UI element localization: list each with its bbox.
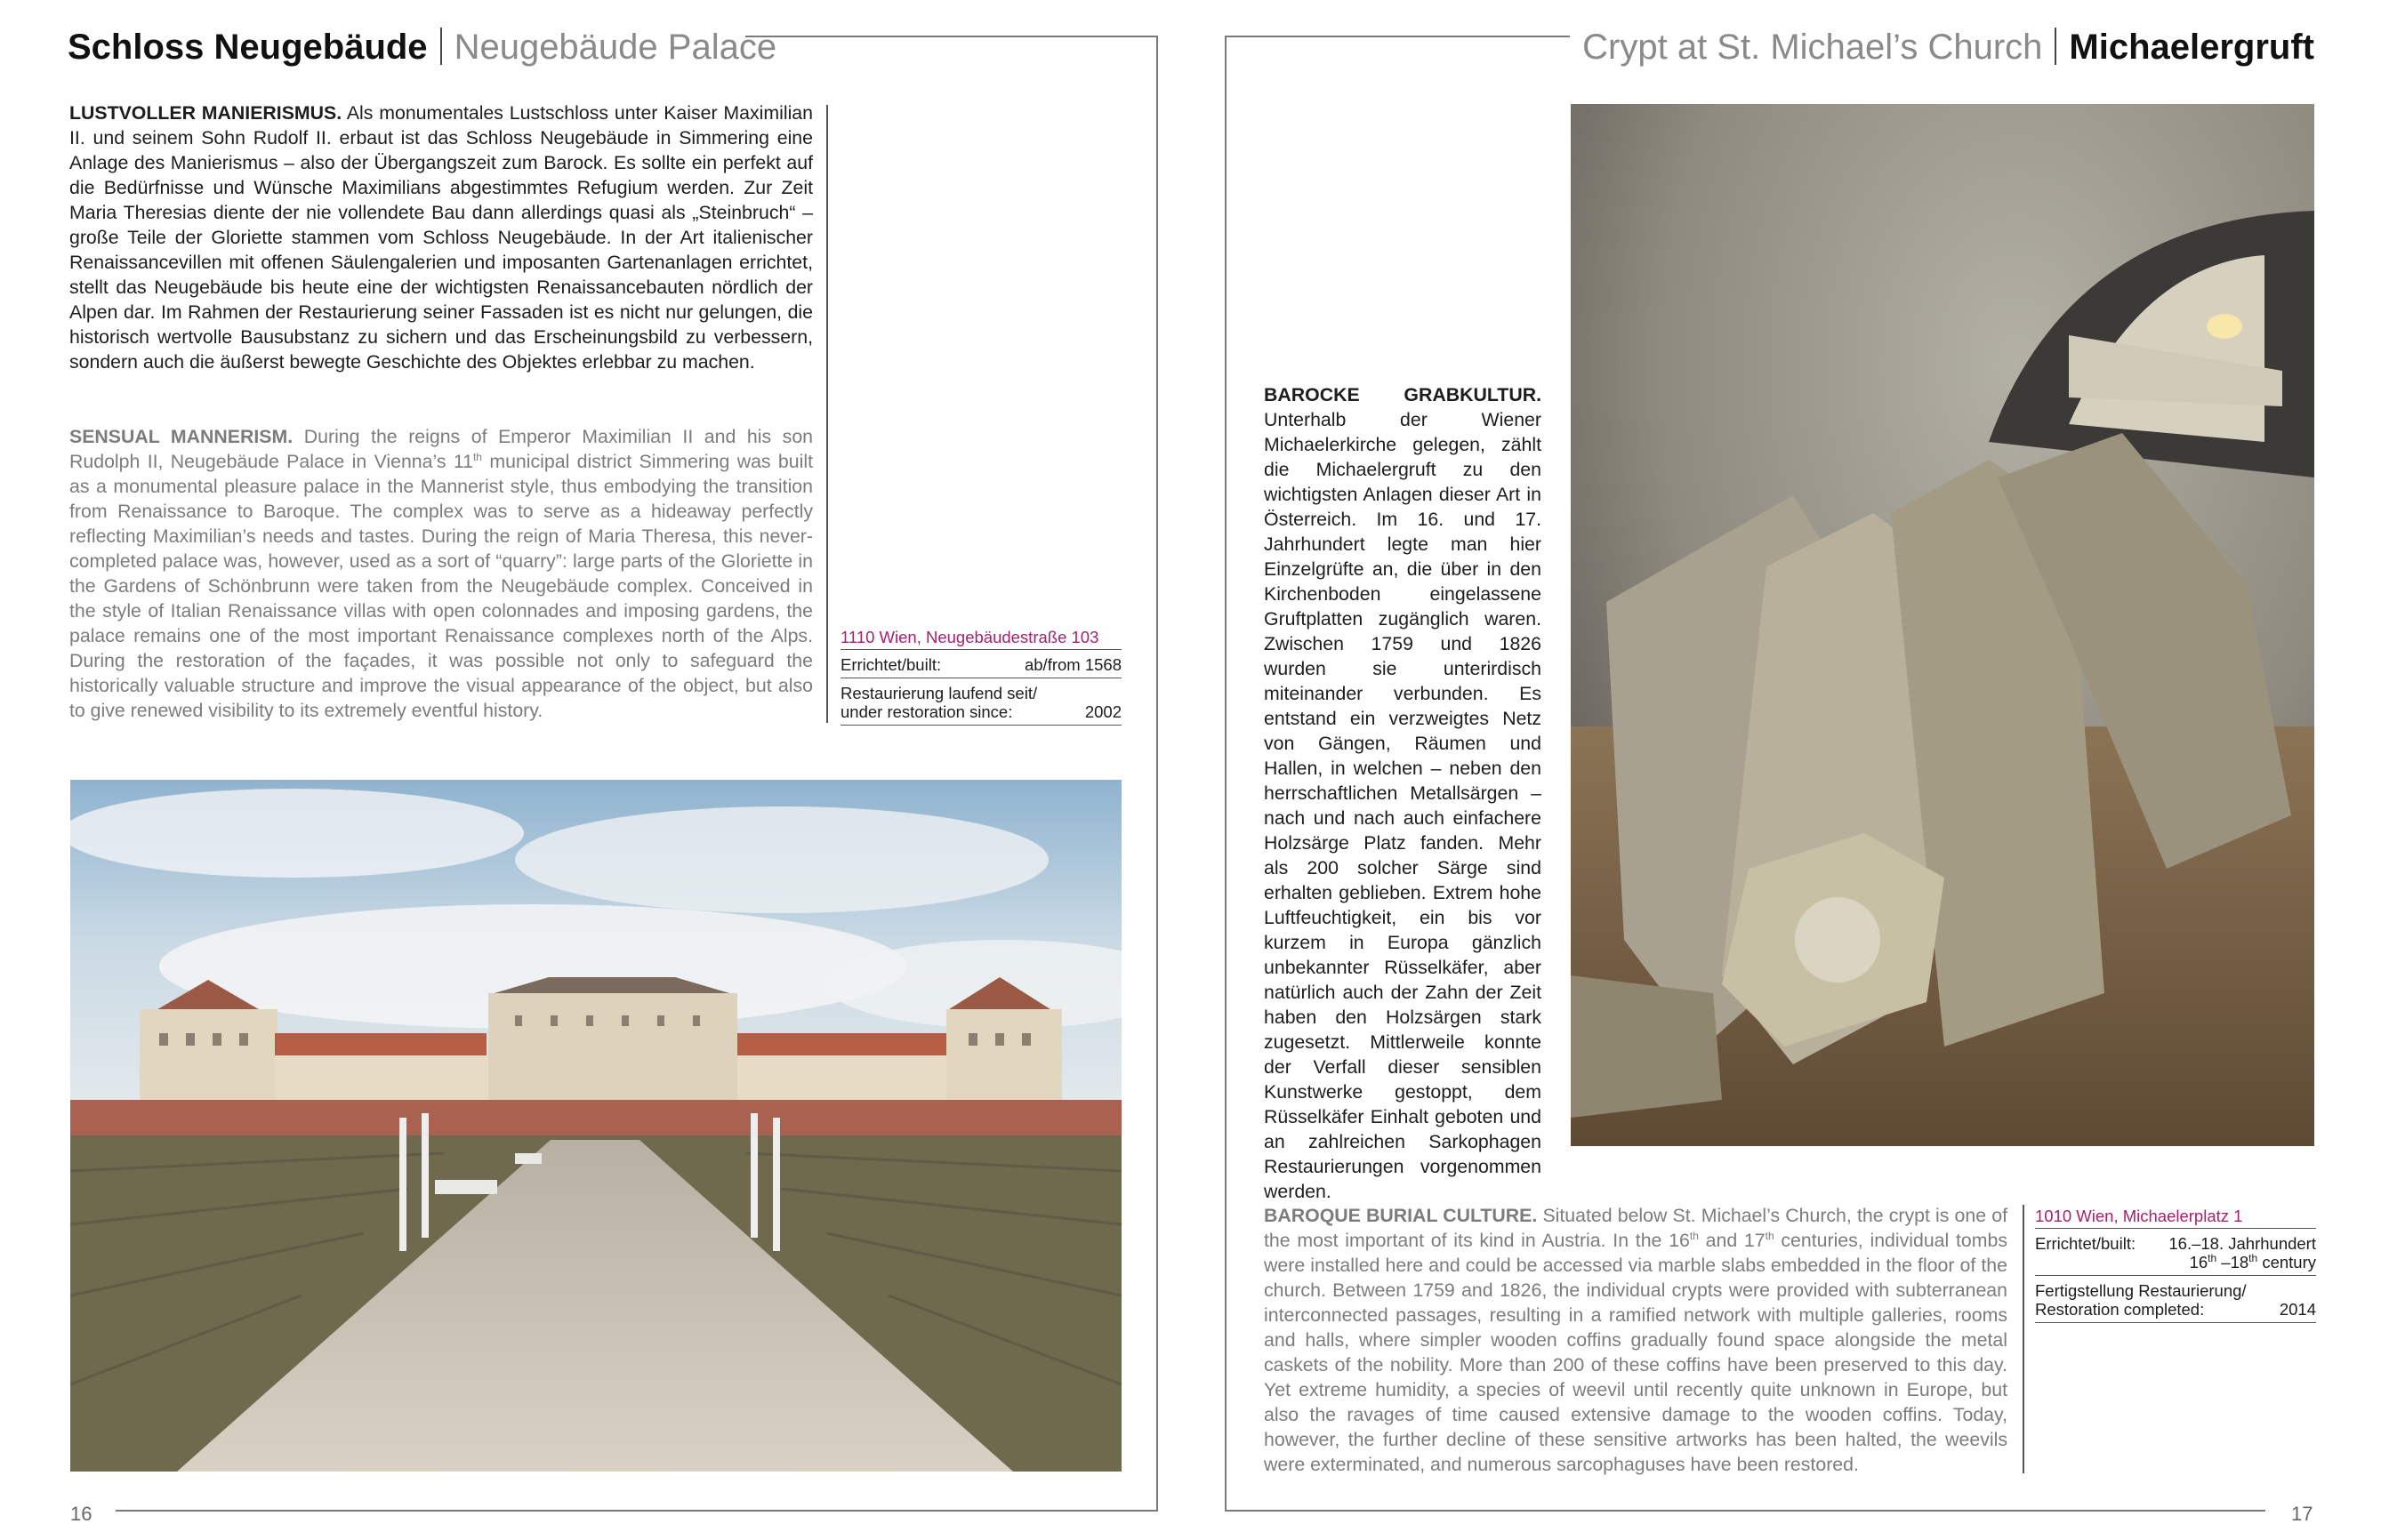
- right-english-body-3: centuries, individual tombs were installed here and could be accessed via marble slabs embedded in the floor of the church. Between 1759 and 1826, the individual crypts were provided with subterranean interconnected passages, resulting in a ramified network with multiple galleries, rooms and halls, where simpler wooden coffins gradually found space alongside the metal caskets of the nobility. More than 200 of these coffins have been preserved to this day. Yet extreme humidity, a species of weevil until recently quite unknown in Europe, but also the ravages of time caused extensive damage to the wooden coffins. Today, however, the further decline of these sensitive artworks has been halted, the weevils were exterminated, and numerous sarcophaguses have been restored.: [1264, 1230, 2008, 1475]
- right-frame-left: [1225, 36, 1227, 1512]
- right-info-address: 1010 Wien, Michaelerplatz 1: [2035, 1207, 2316, 1229]
- left-german-body: Als monumentales Lustschloss unter Kaiser Maximilian II. und seinem Sohn Rudolf II. erbaut ist das Schloss Neugebäude in Simmering eine Anlage des Manierismus – also der Übergangszeit zum Barock. Es sollte ein perfekt auf die Bedürfnisse und Wünsche Maximilians abgestimmtes Refugium werden. Zur Zeit Maria Theresias diente der nie vollendete Bau dann allerdings quasi als „Steinbruch“ – große Teile der Gloriette stammen vom Schloss Neugebäude. In der Art italienischer Renaissancevillen mit offenen Säulengalerien und imposanten Gartenanlagen errichtet, stellt das Neugebäude bis heute eine der wichtigsten Renaissancebauten nördlich der Alpen dar. Im Rahmen der Restaurierung seiner Fassaden ist es nicht nur gelungen, die historisch wertvolle Bausubstanz zu sichern und das Erscheinungsbild zu verbessern, sondern auch die äußerst bewegte Geschichte des Objektes erlebbar zu machen.: [69, 102, 813, 373]
- right-info-built-value-2: 16th –18th century: [2189, 1251, 2316, 1271]
- left-english-body-2: municipal district Simmering was built as a monumental pleasure palace in the Mannerist style, thus embodying the transition from Renaissance to Baroque. The complex was to serve as a hideaway perfectly reflecting Maximilian’s needs and tastes. During the reign of Maria Theresa, this never-completed palace was, however, used as a sort of “quarry”: large parts of the Gloriette in the Gardens of Schönbrunn were taken from the Neugebäude complex. Conceived in the style of Italian Renaissance villas with open colonnades and imposing gardens, the palace remains one of the most important Renaissance complexes north of the Alps. During the restoration of the façades, it was possible not only to safeguard the historically valuable structure and improve the visual appearance of the object, but also to give renewed visibility to its extremely eventful history.: [69, 451, 813, 721]
- right-info-box: [2035, 1207, 2316, 1323]
- crypt-photo-image: [1571, 104, 2314, 1146]
- right-frame-bottom: [1225, 1510, 2265, 1512]
- left-info-built-row: [841, 650, 1122, 678]
- left-page-number: 16: [70, 1503, 93, 1525]
- right-column-divider: [2023, 1205, 2024, 1473]
- left-column-divider: [826, 105, 828, 723]
- right-page-number: 17: [2291, 1503, 2313, 1525]
- right-info-built-value-1: 16.–18. Jahrhundert: [2168, 1234, 2316, 1253]
- left-page-title: [68, 25, 776, 69]
- crypt-photo: [1571, 104, 2314, 1146]
- right-page-title: [1582, 25, 2314, 69]
- right-german-body: Unterhalb der Wiener Michaelerkirche gelegen, zählt die Michaelergruft zu den wichtigsten Anlagen dieser Art in Österreich. Im 16. und 17. Jahrhundert legte man hier Einzelgrüfte an, die über in den Kirchenboden eingelassene Gruftplatten zugänglich waren. Zwischen 1759 und 1826 wurden sie unterirdisch miteinander verbunden. Es entstand ein verzweigtes Netz von Gängen, Räumen und Hallen, in welchen – neben den herrschaftlichen Metallsärgen – nach und nach auch einfachere Holzsärge Platz fanden. Mehr als 200 solcher Särge sind erhalten geblieben. Extrem hohe Luftfeuchtigkeit, ein bis vor kurzem in Europa gänzlich unbekannter Rüsselkäfer, aber natürlich auch der Zahn der Zeit haben den Holzsärgen stark zugesetzt. Mittlerweile konnte der Verfall dieser sensiblen Kunstwerke gestoppt, dem Rüsselkäfer Einhalt geboten und an zahlreichen Sarkophagen Restaurierungen vorgenommen werden.: [1264, 409, 1541, 1202]
- title-de: Michaelergruft: [2069, 28, 2314, 67]
- title-en: Neugebäude Palace: [454, 28, 777, 67]
- left-info-restoration-label-1: Restaurierung laufend seit/: [841, 684, 1038, 702]
- left-english-text: [69, 424, 813, 723]
- right-german-text: [1264, 382, 1541, 1204]
- left-english-sup: th: [472, 450, 482, 463]
- left-info-address: 1110 Wien, Neugebäudestraße 103: [841, 628, 1122, 650]
- right-english-sup-1: th: [1689, 1229, 1699, 1242]
- title-de: Schloss Neugebäude: [68, 28, 428, 67]
- title-en: Crypt at St. Michael’s Church: [1582, 28, 2043, 67]
- palace-photo-image: [70, 780, 1122, 1472]
- right-german-lead: BAROCKE GRABKULTUR.: [1264, 384, 1541, 405]
- palace-photo: [70, 780, 1122, 1472]
- left-frame-bottom: [116, 1510, 1158, 1512]
- right-frame-top: [1225, 36, 1570, 37]
- right-english-body-1: Situated below St. Michael’s Church, the crypt is one of the most important of its kind in Austria. In the 16: [1264, 1205, 2007, 1251]
- left-info-built-label: Errichtet/built:: [841, 655, 942, 674]
- right-info-completed-label-2: Restoration completed:: [2035, 1300, 2205, 1319]
- right-info-completed-label-1: Fertigstellung Restaurierung/: [2035, 1281, 2247, 1300]
- left-info-restoration-label-2: under restoration since:: [841, 702, 1013, 721]
- right-english-body-2: and 17: [1698, 1230, 1766, 1251]
- right-info-built-label: Errichtet/built:: [2035, 1234, 2136, 1253]
- left-english-lead: SENSUAL MANNERISM.: [69, 426, 294, 447]
- left-info-restoration-row: [841, 678, 1122, 726]
- right-info-built-row: [2035, 1229, 2316, 1276]
- left-frame-right: [1156, 36, 1158, 1512]
- right-info-completed-value: 2014: [2279, 1300, 2316, 1319]
- left-german-lead: LUSTVOLLER MANIERISMUS.: [69, 102, 342, 124]
- title-separator: [440, 28, 442, 65]
- right-english-sup-2: th: [1765, 1229, 1774, 1242]
- left-english-body-1: During the reigns of Emperor Maximilian II and his son Rudolph II, Neugebäude Palace in Vienna’s 11: [69, 426, 814, 472]
- right-info-completed-row: [2035, 1276, 2316, 1323]
- right-english-lead: BAROQUE BURIAL CULTURE.: [1264, 1205, 1538, 1226]
- left-info-box: [841, 628, 1122, 726]
- left-frame-top: [745, 36, 1158, 37]
- left-german-text: [69, 100, 813, 374]
- title-separator: [2055, 28, 2056, 65]
- left-info-built-value: ab/from 1568: [1024, 655, 1122, 674]
- left-info-restoration-value: 2002: [1084, 702, 1122, 721]
- right-english-text: [1264, 1203, 2007, 1477]
